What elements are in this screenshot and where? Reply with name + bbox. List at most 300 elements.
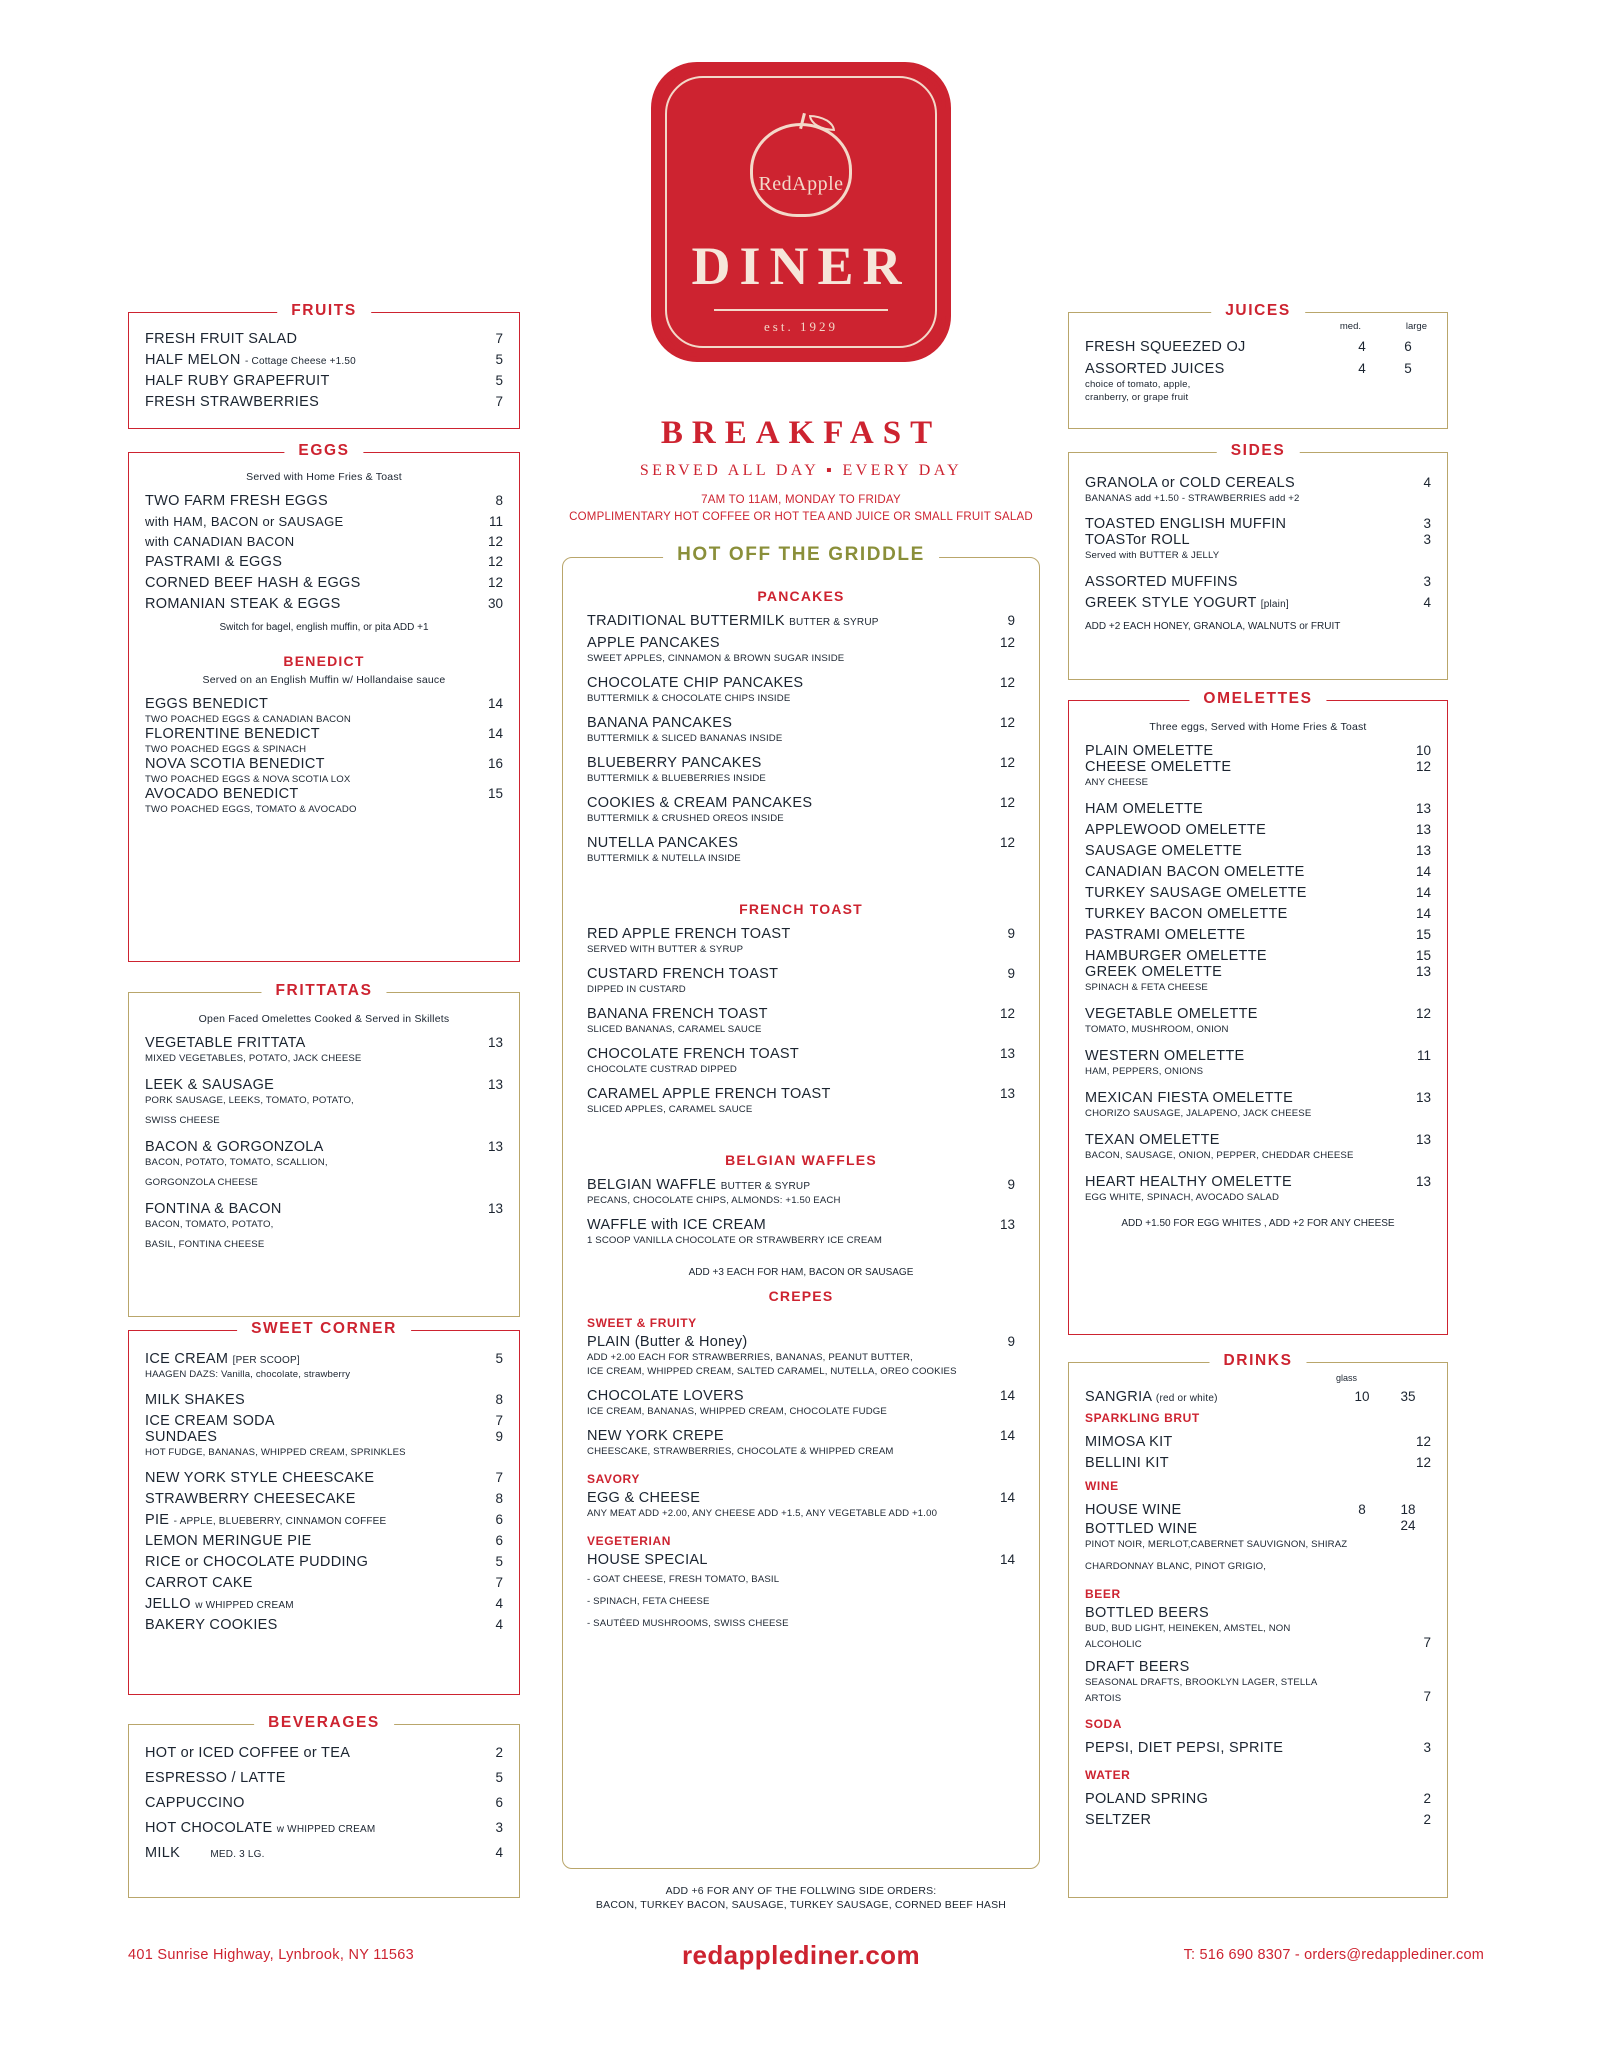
item-name: HALF MELON [145, 352, 241, 368]
item-price: 13 [487, 1201, 503, 1216]
item-name: JELLO [145, 1596, 191, 1612]
served-subtitle: SERVED ALL DAY ▪ EVERY DAY [639, 462, 963, 479]
item-description: BUTTERMILK & SLICED BANANAS INSIDE [587, 733, 783, 744]
waffle-footnote: ADD +3 EACH FOR HAM, BACON OR SAUSAGE [688, 1267, 914, 1278]
item-description-2: cranberry, or grape fruit [1085, 392, 1189, 403]
item-price: 9 [1007, 966, 1015, 981]
item-description: BUTTERMILK & CHOCOLATE CHIPS INSIDE [587, 693, 791, 704]
item-name: ICE CREAM [145, 1351, 229, 1367]
item-description: ANY CHEESE [1085, 777, 1149, 788]
menu-item [145, 1035, 503, 1065]
item-name: RICE or CHOCOLATE PUDDING [145, 1554, 369, 1570]
item-price-large: 6 [1404, 339, 1412, 354]
section-title-sides: SIDES [1217, 442, 1300, 460]
footer-contact[interactable]: T: 516 690 8307 - orders@redapplediner.com [1183, 1947, 1484, 1963]
menu-item [145, 493, 503, 509]
apple-body-icon [750, 123, 852, 217]
benedict-note: Served on an English Muffin w/ Hollandaise sauce [202, 674, 446, 686]
item-price: 14 [1415, 885, 1431, 900]
item-description: BUD, BUD LIGHT, HEINEKEN, AMSTEL, NON [1085, 1623, 1291, 1634]
menu-item [145, 373, 503, 389]
item-price: 6 [495, 1795, 503, 1810]
menu-item [1085, 339, 1431, 355]
item-name: GRANOLA or COLD CEREALS [1085, 475, 1295, 491]
item-name: SUNDAES [145, 1429, 218, 1445]
item-price: 13 [999, 1046, 1015, 1061]
item-price: 4 [495, 1596, 503, 1611]
item-name: RED APPLE FRENCH TOAST [587, 926, 791, 942]
menu-item [1085, 1389, 1431, 1405]
breakfast-header [545, 415, 1057, 525]
item-name-group [145, 1845, 265, 1861]
item-name: BELGIAN WAFFLE [587, 1177, 717, 1193]
item-description: TOMATO, MUSHROOM, ONION [1085, 1024, 1229, 1035]
drinks-wine-label: WINE [1085, 1479, 1119, 1493]
item-name: BAKERY COOKIES [145, 1617, 278, 1633]
section-title-griddle: HOT OFF THE GRIDDLE [663, 544, 939, 566]
section-drinks [1068, 1352, 1448, 1898]
item-name: VEGETABLE FRITTATA [145, 1035, 306, 1051]
menu-item [1085, 516, 1431, 532]
menu-item [1085, 864, 1431, 880]
item-description: choice of tomato, apple, [1085, 379, 1191, 390]
item-description: SLICED APPLES, CARAMEL SAUCE [587, 1104, 753, 1115]
item-description: TWO POACHED EGGS & NOVA SCOTIA LOX [145, 774, 351, 785]
item-name: BOTTLED BEERS [1085, 1605, 1209, 1621]
item-description: DIPPED IN CUSTARD [587, 984, 686, 995]
menu-item [145, 1470, 503, 1486]
item-name: TURKEY SAUSAGE OMELETTE [1085, 885, 1307, 901]
item-name: BANANA FRENCH TOAST [587, 1006, 768, 1022]
item-description-2: CHARDONNAY BLANC, PINOT GRIGIO, [1085, 1561, 1267, 1572]
item-description-2: ALCOHOLIC [1085, 1639, 1142, 1650]
item-price: 14 [999, 1428, 1015, 1443]
crepes-savory-label: SAVORY [587, 1472, 640, 1486]
menu-item [1085, 475, 1431, 505]
menu-item [1085, 532, 1431, 562]
section-fruits [128, 302, 520, 429]
item-description: PINOT NOIR, MERLOT,CABERNET SAUVIGNON, SHIRAZ [1085, 1539, 1348, 1550]
item-name: BANANA PANCAKES [587, 715, 733, 731]
item-name: APPLE PANCAKES [587, 635, 720, 651]
menu-item [145, 596, 503, 612]
item-price: 12 [1415, 759, 1431, 774]
item-price: 5 [495, 352, 503, 367]
item-name: GREEK STYLE YOGURT [1085, 595, 1257, 611]
griddle-side-orders-note [562, 1885, 1040, 1911]
item-description-2: GORGONZOLA CHEESE [145, 1177, 258, 1188]
menu-item [1085, 1812, 1431, 1828]
item-price: 8 [495, 1392, 503, 1407]
item-price: 7 [1423, 1635, 1431, 1650]
menu-item [1085, 595, 1431, 611]
item-price: 11 [1416, 1048, 1431, 1063]
menu-item [587, 1046, 1015, 1076]
item-description: TWO POACHED EGGS & CANADIAN BACON [145, 714, 351, 725]
item-description-2: ARTOIS [1085, 1693, 1122, 1704]
item-name: HOT or ICED COFFEE or TEA [145, 1745, 351, 1761]
menu-item [1085, 927, 1431, 943]
juices-col-large: large [1405, 321, 1427, 332]
item-price: 2 [495, 1745, 503, 1760]
item-name: CHOCOLATE LOVERS [587, 1388, 744, 1404]
item-description: PORK SAUSAGE, LEEKS, TOMATO, POTATO, [145, 1095, 354, 1106]
item-name: NUTELLA PANCAKES [587, 835, 739, 851]
item-price: 3 [1423, 1740, 1431, 1755]
item-price: 5 [495, 1351, 503, 1366]
item-prices [1339, 361, 1431, 376]
menu-item [145, 1596, 503, 1612]
menu-item [1085, 822, 1431, 838]
menu-item [145, 786, 503, 816]
item-price: 3 [1423, 516, 1431, 531]
logo-brand-text: RedApple [758, 173, 844, 195]
drinks-water-label: WATER [1085, 1768, 1131, 1782]
section-juices [1068, 302, 1448, 429]
item-description: SWEET APPLES, CINNAMON & BROWN SUGAR INSIDE [587, 653, 845, 664]
item-description: BANANAS add +1.50 - STRAWBERRIES add +2 [1085, 493, 1300, 504]
menu-item [587, 1334, 1015, 1378]
item-name: CUSTARD FRENCH TOAST [587, 966, 779, 982]
item-description-2: - SPINACH, FETA CHEESE [587, 1596, 710, 1607]
item-description: CHEESCAKE, STRAWBERRIES, CHOCOLATE & WHIPPED CREAM [587, 1446, 894, 1457]
item-name: ESPRESSO / LATTE [145, 1770, 286, 1786]
item-price-large: 5 [1404, 361, 1412, 376]
item-name: CAPPUCCINO [145, 1795, 245, 1811]
item-name: LEEK & SAUSAGE [145, 1077, 275, 1093]
item-price: 9 [1007, 926, 1015, 941]
item-name: SANGRIA [1085, 1389, 1152, 1405]
item-price: 13 [1415, 964, 1431, 979]
item-price: 6 [495, 1533, 503, 1548]
item-price: 12 [487, 575, 503, 590]
menu-item [145, 1139, 503, 1189]
item-name: GREEK OMELETTE [1085, 964, 1223, 980]
item-price: 14 [999, 1552, 1015, 1567]
item-price: 4 [495, 1845, 503, 1860]
menu-item [587, 835, 1015, 865]
item-prices [1339, 1389, 1431, 1404]
item-suffix: BUTTER & SYRUP [789, 617, 879, 628]
menu-item [1085, 1090, 1431, 1120]
item-name: WAFFLE with ICE CREAM [587, 1217, 766, 1233]
menu-item [145, 1795, 503, 1811]
item-description: BACON, POTATO, TOMATO, SCALLION, [145, 1157, 328, 1168]
item-price: 13 [487, 1077, 503, 1092]
menu-item [145, 1845, 503, 1861]
menu-item [587, 1177, 1015, 1207]
item-price: 3 [1423, 532, 1431, 547]
item-description: PECANS, CHOCOLATE CHIPS, ALMONDS: +1.50 EACH [587, 1195, 841, 1206]
section-title-juices: JUICES [1211, 302, 1305, 320]
item-name: TWO FARM FRESH EGGS [145, 493, 328, 509]
item-price: 13 [487, 1035, 503, 1050]
item-price: 12 [487, 554, 503, 569]
section-title-benedict: BENEDICT [283, 653, 365, 669]
item-price: 10 [1415, 743, 1431, 758]
menu-item [587, 795, 1015, 825]
item-price: 14 [999, 1490, 1015, 1505]
menu-item [587, 1086, 1015, 1116]
item-price-med: 4 [1358, 361, 1366, 376]
item-suffix: (red or white) [1155, 1393, 1218, 1404]
item-price: 13 [1415, 1174, 1431, 1189]
item-price: 12 [999, 1006, 1015, 1021]
omelettes-note: Three eggs, Served with Home Fries & Toast [1149, 721, 1367, 733]
menu-item [145, 1820, 503, 1836]
item-suffix: - Cottage Cheese +1.50 [245, 356, 356, 367]
subsection-french-toast: FRENCH TOAST [739, 901, 863, 917]
logo-divider [714, 309, 888, 311]
item-name: HEART HEALTHY OMELETTE [1085, 1174, 1292, 1190]
sides-footnote: ADD +2 EACH HONEY, GRANOLA, WALNUTS or FRUIT [1085, 621, 1341, 632]
item-price: 14 [999, 1388, 1015, 1403]
item-price-glass: 8 [1358, 1502, 1366, 1517]
menu-item [145, 1392, 503, 1408]
item-price: 13 [999, 1086, 1015, 1101]
menu-item [145, 1351, 503, 1381]
menu-item [145, 1745, 503, 1761]
item-price: 9 [1007, 1177, 1015, 1192]
item-price-med: 4 [1358, 339, 1366, 354]
item-suffix: [plain] [1260, 599, 1289, 610]
item-description: SPINACH & FETA CHEESE [1085, 982, 1208, 993]
logo-badge [651, 62, 951, 362]
item-name: CHOCOLATE FRENCH TOAST [587, 1046, 800, 1062]
menu-item [1085, 948, 1431, 964]
item-name: TOASTor ROLL [1085, 532, 1190, 548]
item-name: CHEESE OMELETTE [1085, 759, 1232, 775]
subsection-crepes: CREPES [768, 1288, 834, 1304]
item-price: 11 [488, 514, 503, 529]
item-description: CHORIZO SAUSAGE, JALAPENO, JACK CHEESE [1085, 1108, 1312, 1119]
menu-item [1085, 1740, 1431, 1756]
menu-item [1085, 574, 1431, 590]
menu-item [1085, 1455, 1431, 1471]
menu-item [1085, 1659, 1431, 1705]
item-description: TWO POACHED EGGS, TOMATO & AVOCADO [145, 804, 357, 815]
item-suffix: w WHIPPED CREAM [276, 1824, 376, 1835]
menu-item [587, 1428, 1015, 1458]
menu-item [145, 352, 503, 368]
item-name-group [145, 1351, 300, 1367]
item-name: FRESH FRUIT SALAD [145, 331, 298, 347]
item-name: COOKIES & CREAM PANCAKES [587, 795, 813, 811]
item-price-bottle: 18 [1400, 1502, 1416, 1517]
menu-item [587, 675, 1015, 705]
item-name: PEPSI, DIET PEPSI, SPRITE [1085, 1740, 1284, 1756]
item-description: CHOCOLATE CUSTRAD DIPPED [587, 1064, 738, 1075]
menu-item [145, 1429, 503, 1459]
item-description: SEASONAL DRAFTS, BROOKLYN LAGER, STELLA [1085, 1677, 1318, 1688]
menu-item [145, 756, 503, 786]
item-price-glass [1339, 1518, 1385, 1533]
item-name: MIMOSA KIT [1085, 1434, 1173, 1450]
section-title-eggs: EGGS [284, 442, 363, 460]
menu-item [145, 554, 503, 570]
menu-item [145, 1201, 503, 1251]
item-price: 5 [495, 1554, 503, 1569]
menu-item [145, 394, 503, 410]
item-suffix: w WHIPPED CREAM [195, 1600, 294, 1611]
item-price: 9 [1007, 1334, 1015, 1349]
item-name: MEXICAN FIESTA OMELETTE [1085, 1090, 1294, 1106]
item-price: 14 [1415, 906, 1431, 921]
item-description: SERVED WITH BUTTER & SYRUP [587, 944, 744, 955]
side-orders-line2: BACON, TURKEY BACON, SAUSAGE, TURKEY SAUSAGE, CORNED BEEF HASH [595, 1899, 1007, 1911]
crepes-vegetarian-label: VEGETERIAN [587, 1534, 672, 1548]
item-name: NEW YORK CREPE [587, 1428, 724, 1444]
drinks-col-glass: glass [1335, 1373, 1357, 1383]
item-name: MILK SHAKES [145, 1392, 245, 1408]
item-price: 12 [999, 755, 1015, 770]
item-name: FRESH SQUEEZED OJ [1085, 339, 1246, 355]
item-name-group [145, 1512, 386, 1528]
item-price-bottle: 24 [1400, 1518, 1416, 1533]
menu-item [1085, 1434, 1431, 1450]
menu-item [145, 1770, 503, 1786]
item-name: CANADIAN BACON OMELETTE [1085, 864, 1305, 880]
menu-item [587, 1006, 1015, 1036]
item-name: with CANADIAN BACON [145, 534, 295, 549]
item-name: AVOCADO BENEDICT [145, 786, 299, 802]
item-name: SAUSAGE OMELETTE [1085, 843, 1243, 859]
item-name: TRADITIONAL BUTTERMILK [587, 613, 785, 629]
item-price-bottle: 35 [1400, 1389, 1416, 1404]
item-prices [1339, 1518, 1431, 1533]
side-orders-line1: ADD +6 FOR ANY OF THE FOLLWING SIDE ORDERS: [665, 1885, 937, 1897]
item-name-group [1085, 595, 1289, 611]
item-price: 5 [495, 373, 503, 388]
menu-item [145, 575, 503, 591]
menu-item [587, 1552, 1015, 1630]
item-price: 13 [1415, 1132, 1431, 1147]
footer-website[interactable]: redapplediner.com [682, 1940, 920, 1970]
item-price: 13 [999, 1217, 1015, 1232]
item-description: BUTTERMILK & NUTELLA INSIDE [587, 853, 741, 864]
section-title-beverages: BEVERAGES [254, 1714, 394, 1732]
item-name: SELTZER [1085, 1812, 1152, 1828]
item-price: 6 [495, 1512, 503, 1527]
item-name: ICE CREAM SODA [145, 1413, 275, 1429]
item-price: 7 [1423, 1689, 1431, 1704]
item-description: BACON, SAUSAGE, ONION, PEPPER, CHEDDAR CHEESE [1085, 1150, 1354, 1161]
item-name: PIE [145, 1512, 170, 1528]
menu-item [145, 1512, 503, 1528]
subsection-waffles: BELGIAN WAFFLES [725, 1152, 877, 1168]
menu-item [587, 1217, 1015, 1247]
item-price: 4 [495, 1617, 503, 1632]
item-name: ROMANIAN STEAK & EGGS [145, 596, 341, 612]
item-name: FLORENTINE BENEDICT [145, 726, 320, 742]
item-name: with HAM, BACON or SAUSAGE [145, 514, 344, 529]
section-sweet-corner [128, 1320, 520, 1695]
item-suffix: [PER SCOOP] [232, 1355, 300, 1366]
subsection-pancakes: PANCAKES [757, 588, 845, 604]
item-name: HALF RUBY GRAPEFRUIT [145, 373, 330, 389]
menu-item [1085, 361, 1431, 404]
item-description: HAAGEN DAZS: Vanilla, chocolate, strawberry [145, 1369, 351, 1380]
section-title-drinks: DRINKS [1209, 1352, 1306, 1370]
item-price: 12 [999, 795, 1015, 810]
section-griddle [562, 544, 1040, 1869]
item-prices [1339, 339, 1431, 354]
item-description: 1 SCOOP VANILLA CHOCOLATE OR STRAWBERRY ICE CREAM [587, 1235, 883, 1246]
menu-item [1085, 801, 1431, 817]
item-price: 30 [487, 596, 503, 611]
drinks-soda-label: SODA [1085, 1717, 1123, 1731]
item-description: Served with BUTTER & JELLY [1085, 550, 1220, 561]
item-name: ASSORTED JUICES [1085, 361, 1225, 377]
item-price: 13 [1415, 1090, 1431, 1105]
item-name: NOVA SCOTIA BENEDICT [145, 756, 325, 772]
item-name: POLAND SPRING [1085, 1791, 1209, 1807]
item-price: 15 [1415, 948, 1431, 963]
omelettes-footnote: ADD +1.50 FOR EGG WHITES , ADD +2 FOR ANY CHEESE [1121, 1218, 1395, 1229]
item-description: HAM, PEPPERS, ONIONS [1085, 1066, 1204, 1077]
item-name: HOUSE WINE [1085, 1502, 1182, 1518]
item-description: MIXED VEGETABLES, POTATO, JACK CHEESE [145, 1053, 362, 1064]
item-price: 2 [1423, 1791, 1431, 1806]
item-name: BOTTLED WINE [1085, 1521, 1198, 1537]
menu-item [587, 1388, 1015, 1418]
menu-item [1085, 1006, 1431, 1036]
menu-item [587, 635, 1015, 665]
eggs-note: Served with Home Fries & Toast [246, 471, 402, 483]
menu-item [587, 715, 1015, 745]
footer-address: 401 Sunrise Highway, Lynbrook, NY 11563 [128, 1947, 415, 1963]
item-name: HAM OMELETTE [1085, 801, 1203, 817]
item-price-glass: 10 [1354, 1389, 1370, 1404]
menu-item [1085, 759, 1431, 789]
menu-item [145, 1491, 503, 1507]
menu-item [145, 1617, 503, 1633]
section-sides [1068, 442, 1448, 680]
item-description: TWO POACHED EGGS & SPINACH [145, 744, 307, 755]
item-name: HOUSE SPECIAL [587, 1552, 708, 1568]
item-name: FONTINA & BACON [145, 1201, 282, 1217]
section-frittatas [128, 982, 520, 1317]
menu-item [1085, 1502, 1431, 1518]
hours-text: 7AM TO 11AM, MONDAY TO FRIDAY [701, 494, 901, 506]
item-price: 13 [1415, 801, 1431, 816]
page-title: BREAKFAST [660, 415, 942, 451]
item-price: 4 [1423, 595, 1431, 610]
item-price: 4 [1423, 475, 1431, 490]
item-name: CHOCOLATE CHIP PANCAKES [587, 675, 804, 691]
item-suffix: MED. 3 LG. [210, 1849, 265, 1860]
item-description: ADD +2.00 EACH FOR STRAWBERRIES, BANANAS, PEANUT BUTTER, [587, 1352, 913, 1363]
item-price: 12 [1415, 1006, 1431, 1021]
menu-item [587, 966, 1015, 996]
menu-item [145, 1533, 503, 1549]
item-name: BELLINI KIT [1085, 1455, 1169, 1471]
section-eggs-benedict [128, 442, 520, 962]
menu-item [587, 755, 1015, 785]
item-price: 9 [495, 1429, 503, 1444]
item-name: PLAIN OMELETTE [1085, 743, 1214, 759]
item-price: 15 [1415, 927, 1431, 942]
section-title-frittatas: FRITTATAS [261, 982, 386, 1000]
item-name: DRAFT BEERS [1085, 1659, 1190, 1675]
menu-item [1085, 843, 1431, 859]
item-name: VEGETABLE OMELETTE [1085, 1006, 1258, 1022]
item-name: TEXAN OMELETTE [1085, 1132, 1220, 1148]
item-price: 13 [1415, 822, 1431, 837]
item-name-group [145, 352, 356, 368]
section-title-omelettes: OMELETTES [1189, 690, 1326, 708]
item-price: 7 [495, 1413, 503, 1428]
